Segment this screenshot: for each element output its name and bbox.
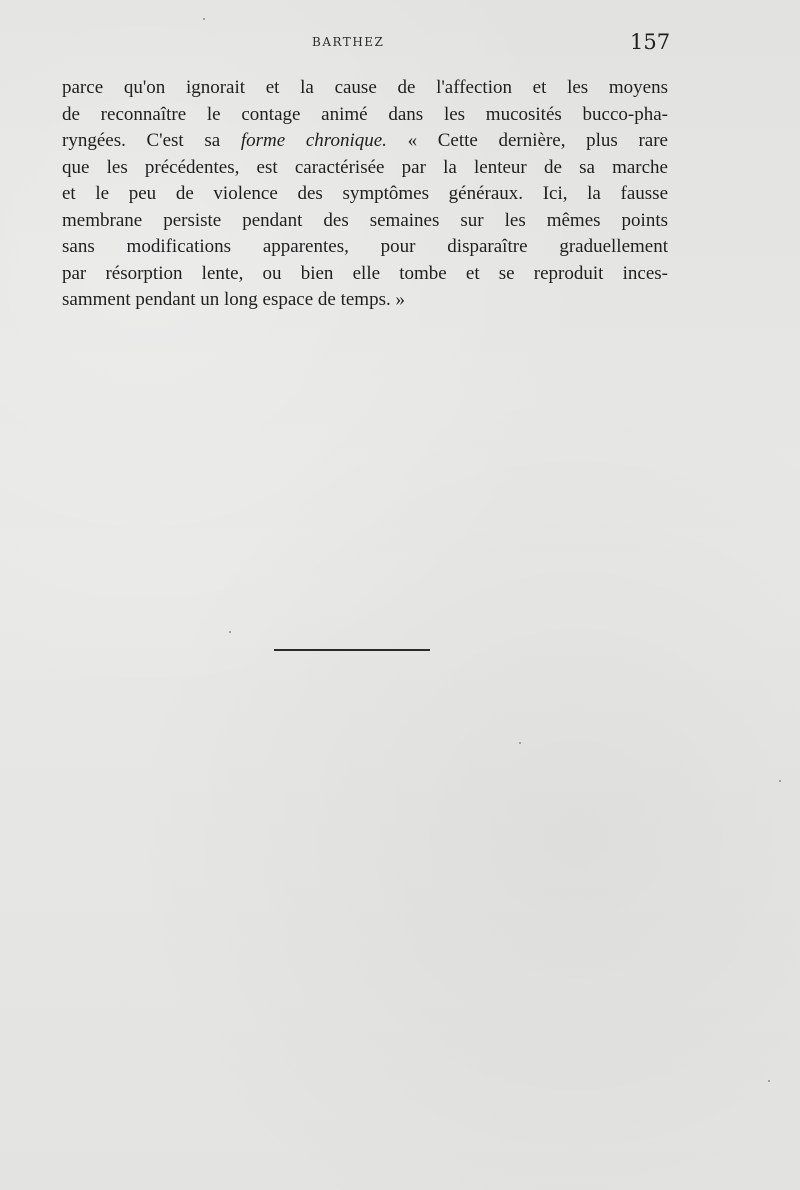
paper-speck [519, 742, 521, 744]
section-divider [274, 649, 430, 651]
text-line-3 [62, 128, 668, 155]
text-line-1: parce qu'on ignorait et la cause de l'affection et les moyens [62, 77, 668, 98]
text-line-7: sans modifications apparentes, pour disparaître graduellement [62, 236, 668, 257]
text-line-8: par résorption lente, ou bien elle tombe et se reproduit inces- [62, 262, 668, 284]
text-line-5: et le peu de violence des symptômes généraux. Ici, la fausse [62, 183, 668, 204]
text-line-3-start: ryngées. C'est sa [62, 130, 241, 151]
text-line-6: membrane persiste pendant des semaines sur les mêmes points [62, 209, 668, 231]
text-line-3-end: « Cette dernière, plus rare [386, 130, 668, 151]
paper-speck [779, 780, 781, 782]
text-line-2: de reconnaître le contage animé dans les mucosités bucco-pha- [62, 103, 668, 125]
italic-phrase: forme chronique. [240, 130, 387, 151]
page-number: 157 [630, 30, 671, 54]
running-head [0, 0, 800, 60]
body-text [62, 75, 668, 314]
text-line-4: que les précédentes, est caractérisée par la lenteur de sa marche [62, 156, 668, 178]
paper-speck [768, 1080, 770, 1082]
running-title: BARTHEZ [312, 35, 385, 49]
text-line-9: samment pendant un long espace de temps. » [62, 289, 405, 310]
paper-speck [203, 18, 205, 20]
paper-speck [229, 631, 231, 633]
